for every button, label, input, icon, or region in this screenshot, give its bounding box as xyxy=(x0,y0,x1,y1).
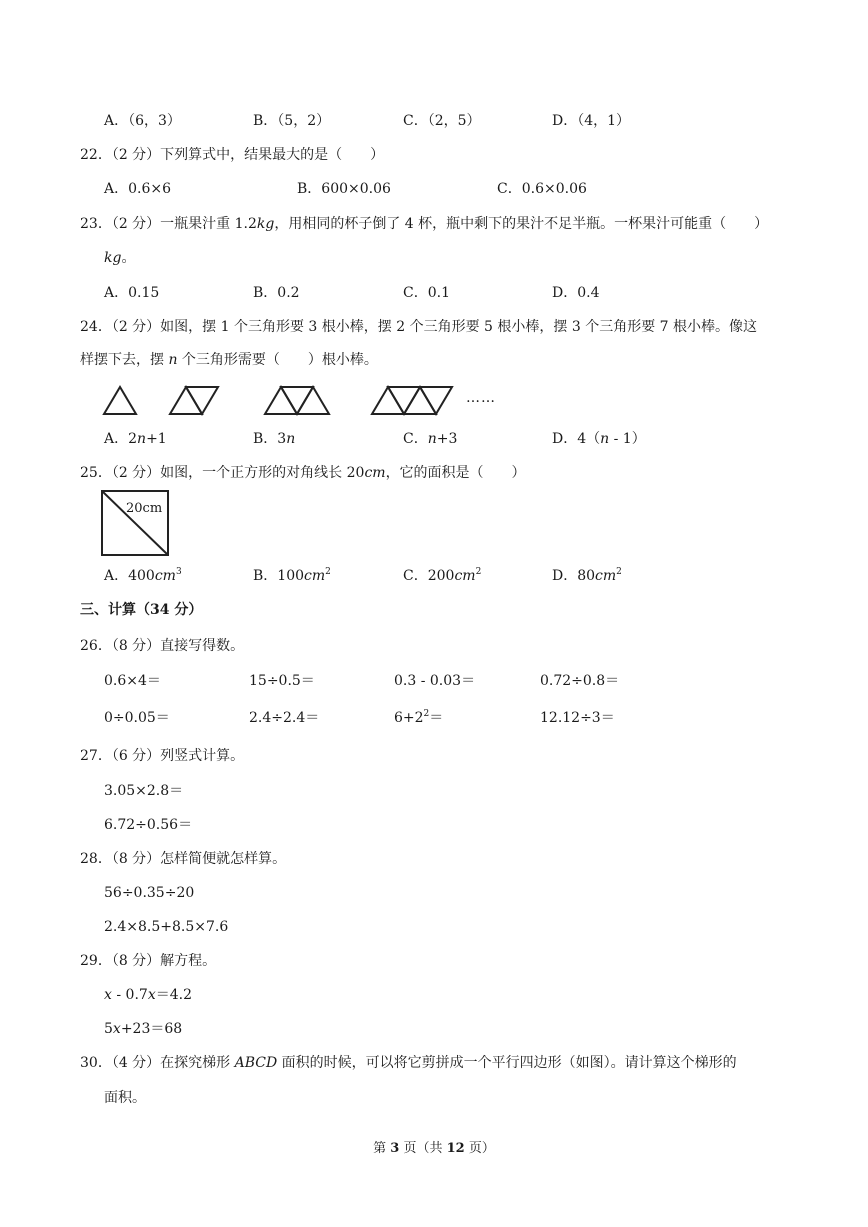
q28-stem: 28．（8 分）怎样简便就怎样算。 xyxy=(80,851,287,867)
q25-stem: 25．（2 分）如图，一个正方形的对角线长 20cm，它的面积是（ ） xyxy=(80,465,526,481)
q28-item: 56÷0.35÷20 xyxy=(104,885,195,901)
section-heading: 三、计算（34 分） xyxy=(80,602,203,618)
q24-option-c: C．n+3 xyxy=(403,431,458,447)
q30-stem-line2: 面积。 xyxy=(104,1090,146,1106)
page-footer: 第 3 页（共 12 页） xyxy=(373,1141,495,1156)
q24-option-b: B．3n xyxy=(253,431,296,447)
triangle-group-4 xyxy=(372,387,452,414)
q24-stem: 24．（2 分）如图，摆 1 个三角形要 3 根小棒，摆 2 个三角形要 5 根小棒，摆 3 个三角形要 7 根小棒。像这 xyxy=(80,319,758,335)
q26-item: 0.3 - 0.03＝ xyxy=(394,673,476,689)
diagonal-label: 20cm xyxy=(126,501,163,516)
q25-option-b: B．$100cm^2$ xyxy=(253,567,331,584)
q23-option-b: B．0.2 xyxy=(253,285,300,301)
q26-stem: 26．（8 分）直接写得数。 xyxy=(80,638,245,654)
q21-option-a: A．（6，3） xyxy=(104,113,181,129)
q26-item: 15÷0.5＝ xyxy=(249,673,315,689)
q27-stem: 27．（6 分）列竖式计算。 xyxy=(80,748,245,764)
q21-option-d: D．（4，1） xyxy=(552,113,631,129)
q25-option-c: C．$200cm^2$ xyxy=(403,567,482,584)
q22-option-b: B．600×0.06 xyxy=(297,181,391,197)
q23-stem: 23．（2 分）一瓶果汁重 1.2kg，用相同的杯子倒了 4 杯，瓶中剩下的果汁不足半瓶。一杯果汁可能重（ ） xyxy=(80,216,769,232)
q21-option-b: B．（5，2） xyxy=(253,113,331,129)
q29-equation: 5x+23＝68 xyxy=(104,1021,183,1037)
q24-stem-line2: 样摆下去，摆 n 个三角形需要（ ）根小棒。 xyxy=(80,352,378,368)
continuation-dots: …… xyxy=(466,390,496,406)
triangle-group-3 xyxy=(265,387,329,414)
stick-triangles-figure xyxy=(0,383,868,423)
q26-item: 0.72÷0.8＝ xyxy=(540,673,620,689)
q23-stem-line2: kg。 xyxy=(104,250,136,266)
q25-option-a: A．$400cm^3$ xyxy=(104,567,182,584)
q23-option-a: A．0.15 xyxy=(104,285,160,301)
triangle-group-1 xyxy=(104,387,136,414)
q24-option-d: D．4（n - 1） xyxy=(552,431,646,447)
q26-item: 0.6×4＝ xyxy=(104,673,161,689)
q29-equation: x - 0.7x＝4.2 xyxy=(104,987,192,1003)
q23-option-d: D．0.4 xyxy=(552,285,600,301)
q26-item: 2.4÷2.4＝ xyxy=(249,710,320,726)
q23-option-c: C．0.1 xyxy=(403,285,450,301)
q28-item: 2.4×8.5+8.5×7.6 xyxy=(104,919,229,935)
triangle-group-2 xyxy=(170,387,218,414)
q27-item: 6.72÷0.56＝ xyxy=(104,817,193,833)
q22-option-c: C．0.6×0.06 xyxy=(497,181,587,197)
q26-item: 0÷0.05＝ xyxy=(104,710,170,726)
q27-item: 3.05×2.8＝ xyxy=(104,783,184,799)
q30-stem: 30．（4 分）在探究梯形 ABCD 面积的时候，可以将它剪拼成一个平行四边形（如图）。请计算这个梯形的 xyxy=(80,1055,737,1071)
q22-stem: 22．（2 分）下列算式中，结果最大的是（ ） xyxy=(80,147,385,163)
q26-item: $6+2^2=$ xyxy=(394,709,444,726)
q21-option-c: C．（2，5） xyxy=(403,113,481,129)
q29-stem: 29．（8 分）解方程。 xyxy=(80,953,217,969)
q22-option-a: A．0.6×6 xyxy=(104,181,172,197)
q25-option-d: D．$80cm^2$ xyxy=(552,567,622,584)
q26-item: 12.12÷3＝ xyxy=(540,710,615,726)
q24-option-a: A．2n+1 xyxy=(104,431,167,447)
